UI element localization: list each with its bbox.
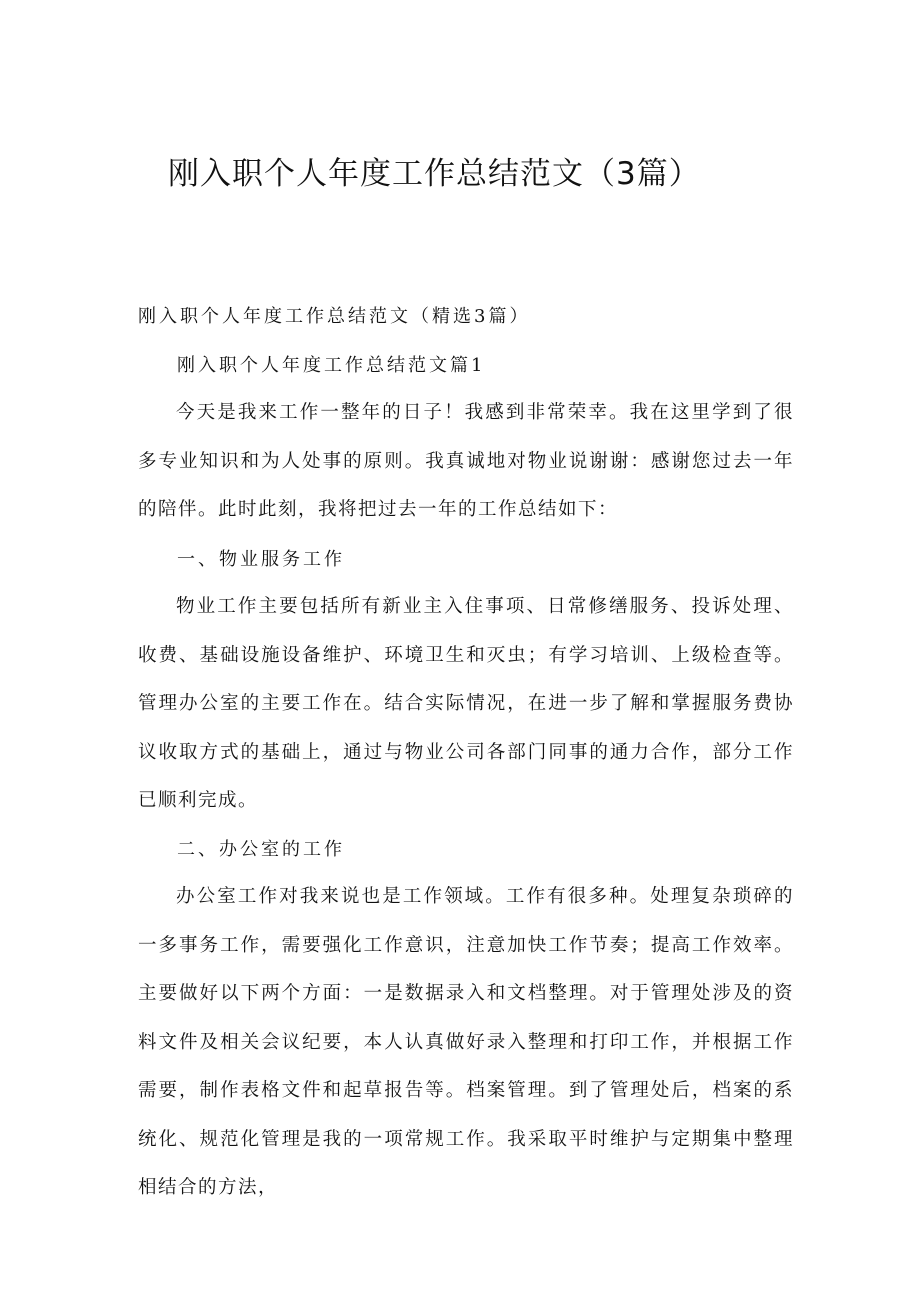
section-paragraph-property-service: 物业工作主要包括所有新业主入住事项、日常修缮服务、投诉处理、收费、基础设施设备维护、环境卫生和灭虫；有学习培训、上级检查等。管理办公室的主要工作在。结合实际情况，在进一步了解和掌握服务费协议收取方式的基础上，通过与物业公司各部门同事的通力合作，部分工作已顺利完成。 (138, 596, 794, 811)
part-heading: 刚入职个人年度工作总结范文篇1 (177, 355, 486, 376)
section-heading-property-service: 一、物业服务工作 (177, 549, 345, 570)
document-subtitle: 刚入职个人年度工作总结范文（精选3篇） (138, 306, 531, 327)
section-paragraph-office-work: 办公室工作对我来说也是工作领域。工作有很多种。处理复杂琐碎的一多事务工作，需要强化工作意识，注意加快工作节奏；提高工作效率。主要做好以下两个方面：一是数据录入和文档整理。对于管理处涉及的资料文件及相关会议纪要，本人认真做好录入整理和打印工作，并根据工作需要，制作表格文件和起草报告等。档案管理。到了管理处后，档案的系统化、规范化管理是我的一项常规工作。我采取平时维护与定期集中整理相结合的方法， (138, 886, 794, 1198)
intro-paragraph: 今天是我来工作一整年的日子！我感到非常荣幸。我在这里学到了很多专业知识和为人处事的原则。我真诚地对物业说谢谢：感谢您过去一年的陪伴。此时此刻，我将把过去一年的工作总结如下： (138, 402, 794, 520)
section-heading-office-work: 二、办公室的工作 (177, 839, 345, 860)
document-title: 刚入职个人年度工作总结范文（3篇） (168, 156, 701, 192)
